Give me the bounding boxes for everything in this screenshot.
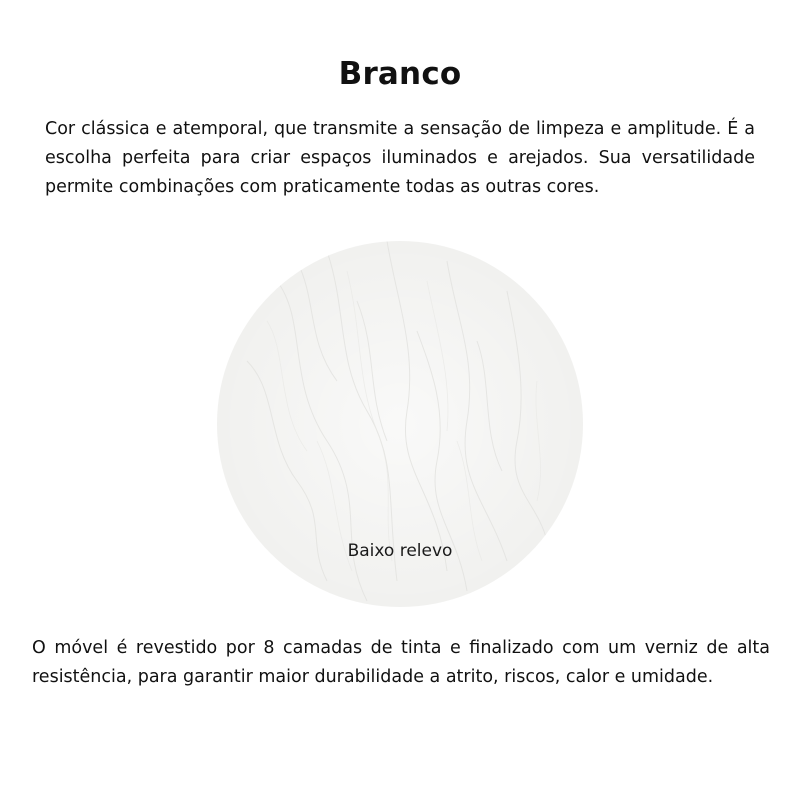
color-title: Branco (338, 56, 462, 92)
color-description: Cor clássica e atemporal, que transmite a sensação de limpeza e amplitude. É a escolha perfeita para criar espaços iluminados e arejados. Sua versatilidade permite combinações com praticamente todas as outras cores. (45, 119, 755, 197)
color-swatch (217, 241, 583, 607)
finish-description: O móvel é revestido por 8 camadas de tinta e finalizado com um verniz de alta resistência, para garantir maior durabilidade a atrito, riscos, calor e umidade. (32, 638, 770, 687)
swatch-label: Baixo relevo (347, 541, 453, 561)
